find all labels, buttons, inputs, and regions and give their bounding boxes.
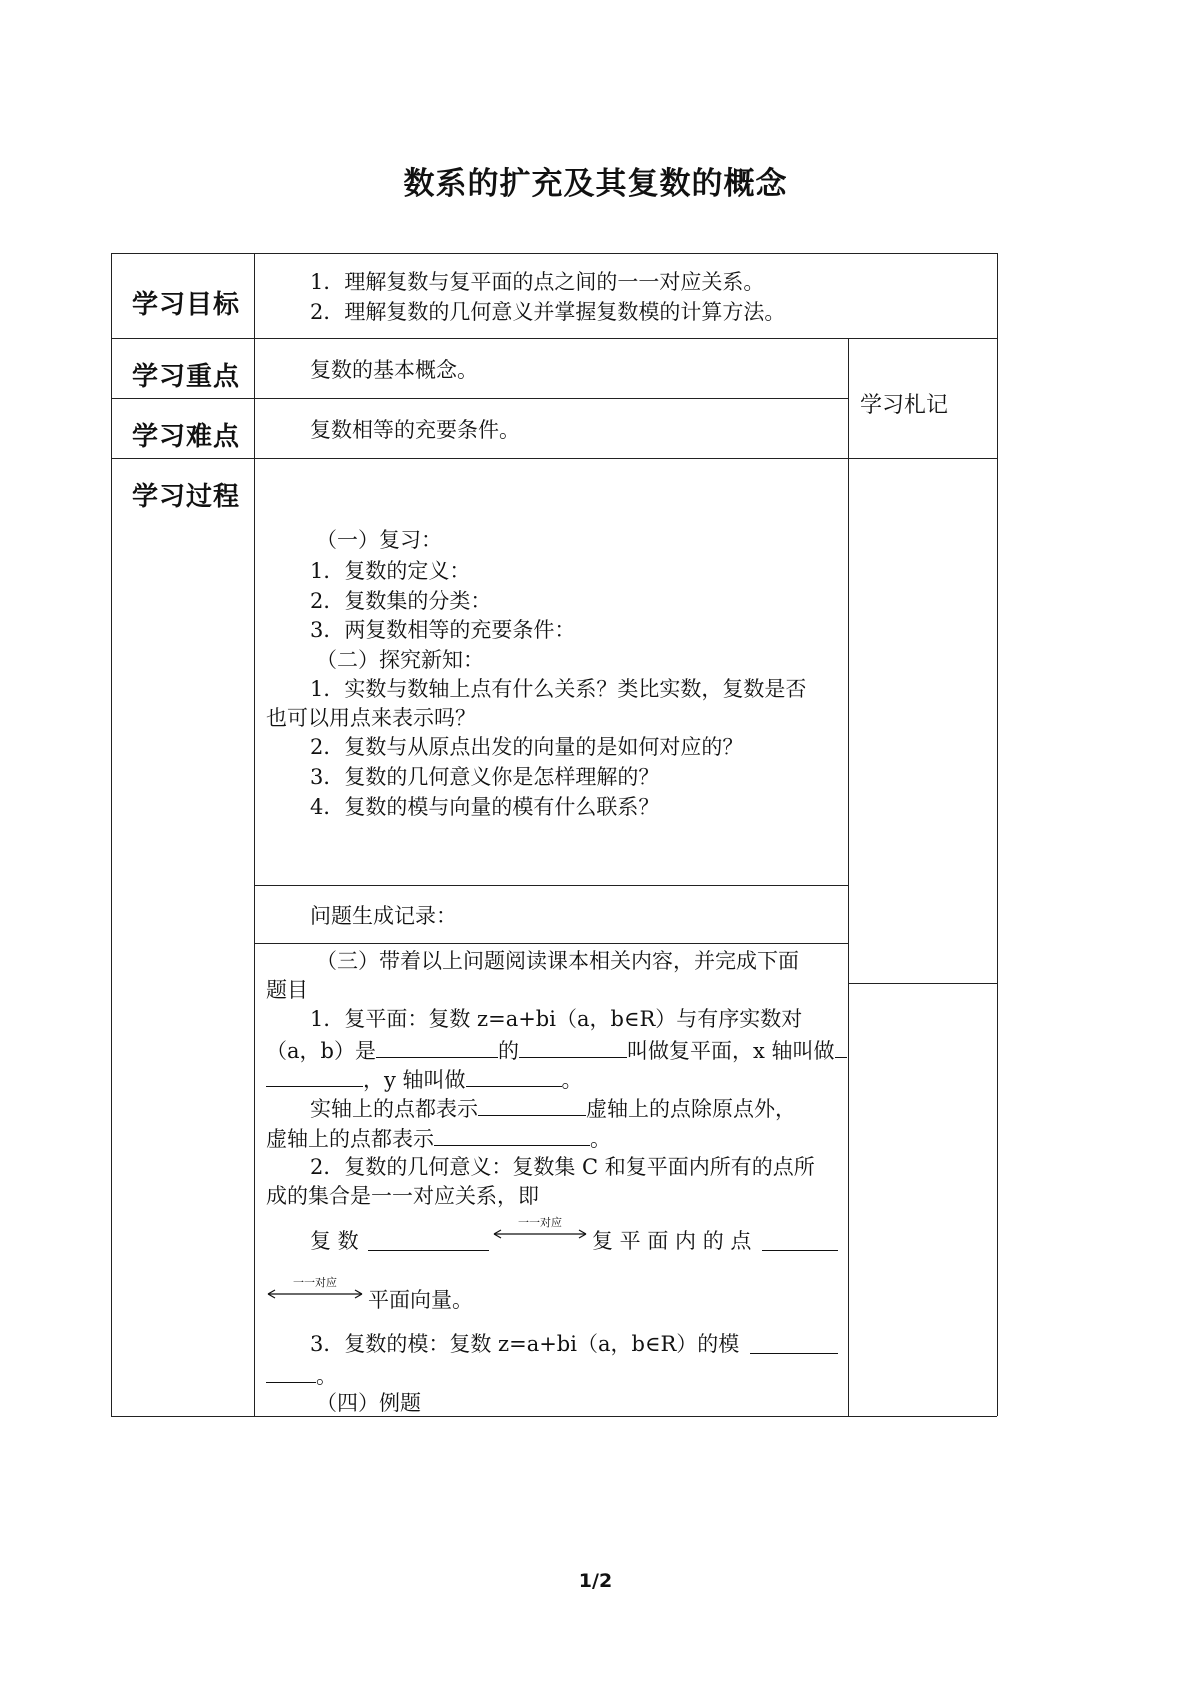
rule bbox=[111, 338, 997, 339]
key-point-text: 复数的基本概念。 bbox=[310, 358, 478, 382]
review-item: 1．复数的定义： bbox=[310, 559, 471, 583]
label-key-point: 学习重点 bbox=[132, 362, 241, 392]
label-notes: 学习札记 bbox=[860, 393, 949, 418]
rule bbox=[111, 1416, 997, 1417]
fill-blank[interactable] bbox=[762, 1232, 838, 1251]
rule bbox=[111, 398, 848, 399]
arrow-label: 一一对应 bbox=[518, 1216, 562, 1229]
reading-text-part: 虚轴上的点都表示 bbox=[266, 1127, 434, 1151]
reading-text bbox=[266, 1127, 611, 1150]
reading-text: 1．复平面：复数 z=a+bi（a，b∈R）与有序实数对 bbox=[310, 1007, 803, 1031]
explore-question: 2．复数与从原点出发的向量的是如何对应的？ bbox=[310, 735, 744, 759]
rule bbox=[254, 253, 255, 1416]
arrow-label: 一一对应 bbox=[293, 1276, 337, 1289]
reading-text-part: 。 bbox=[316, 1364, 337, 1388]
fill-blank[interactable] bbox=[266, 1068, 363, 1087]
review-heading: （一）复习： bbox=[316, 528, 442, 552]
reading-heading: （三）带着以上问题阅读课本相关内容，并完成下面 bbox=[316, 949, 799, 973]
reading-text-part: 。 bbox=[590, 1127, 611, 1151]
reading-text-part: ，y 轴叫做 bbox=[363, 1068, 466, 1092]
reading-text bbox=[266, 1068, 583, 1091]
reading-text-part: 。 bbox=[561, 1068, 583, 1092]
one-to-one-arrow bbox=[492, 1214, 588, 1240]
rule bbox=[254, 885, 848, 886]
map-point: 复 平 面 内 的 点 bbox=[592, 1229, 752, 1253]
reading-text-part: 虚轴上的点除原点外， bbox=[586, 1097, 796, 1121]
fill-blank[interactable] bbox=[434, 1127, 590, 1146]
page-number: 1/2 bbox=[578, 1570, 613, 1592]
rule bbox=[848, 983, 997, 984]
goal-item: 1．理解复数与复平面的点之间的一一对应关系。 bbox=[310, 270, 765, 294]
explore-question: 4．复数的模与向量的模有什么联系？ bbox=[310, 795, 660, 819]
double-arrow-icon bbox=[492, 1228, 588, 1240]
label-process: 学习过程 bbox=[132, 482, 241, 512]
question-record-label: 问题生成记录： bbox=[310, 904, 457, 928]
fill-blank[interactable] bbox=[466, 1068, 562, 1087]
reading-text-part: 的 bbox=[497, 1039, 519, 1063]
label-difficulty: 学习难点 bbox=[132, 422, 241, 452]
fill-blank[interactable] bbox=[750, 1335, 838, 1354]
reading-text bbox=[266, 1364, 337, 1387]
explore-question: 也可以用点来表示吗？ bbox=[266, 706, 476, 730]
reading-heading: 题目 bbox=[266, 978, 308, 1002]
fill-blank[interactable] bbox=[519, 1039, 627, 1058]
difficulty-text: 复数相等的充要条件。 bbox=[310, 418, 520, 442]
reading-text bbox=[310, 1097, 796, 1120]
reading-text-part: 实轴上的点都表示 bbox=[310, 1097, 478, 1121]
explore-heading: （二）探究新知： bbox=[316, 648, 484, 672]
fill-blank[interactable] bbox=[266, 1364, 316, 1383]
fill-blank[interactable] bbox=[376, 1039, 498, 1058]
reading-text: 成的集合是一一对应关系，即 bbox=[266, 1184, 539, 1208]
review-item: 3．两复数相等的充要条件： bbox=[310, 618, 576, 642]
map-vector: 平面向量。 bbox=[368, 1288, 473, 1312]
reading-text-part: （a，b）是 bbox=[266, 1039, 376, 1063]
fill-blank[interactable] bbox=[835, 1039, 847, 1058]
map-complex: 复 数 bbox=[310, 1229, 359, 1253]
rule bbox=[254, 943, 848, 944]
double-arrow-icon bbox=[266, 1288, 364, 1300]
rule bbox=[111, 458, 997, 459]
one-to-one-arrow bbox=[266, 1274, 364, 1300]
explore-question: 1．实数与数轴上点有什么关系？类比实数，复数是否 bbox=[310, 677, 807, 701]
review-item: 2．复数集的分类： bbox=[310, 589, 492, 613]
document-title: 数系的扩充及其复数的概念 bbox=[403, 166, 788, 202]
reading-text: 2．复数的几何意义：复数集 C 和复平面内所有的点所 bbox=[310, 1155, 815, 1179]
reading-text-part: 叫做复平面，x 轴叫做 bbox=[626, 1039, 835, 1063]
fill-blank[interactable] bbox=[478, 1097, 586, 1116]
example-heading: （四）例题 bbox=[316, 1391, 421, 1415]
reading-text bbox=[266, 1039, 847, 1062]
label-goal: 学习目标 bbox=[132, 290, 241, 320]
rule bbox=[111, 253, 997, 254]
rule bbox=[997, 253, 998, 1416]
goal-item: 2．理解复数的几何意义并掌握复数模的计算方法。 bbox=[310, 300, 786, 324]
reading-text: 3．复数的模：复数 z=a+bi（a，b∈R）的模 bbox=[310, 1332, 740, 1356]
rule bbox=[848, 338, 849, 1416]
fill-blank[interactable] bbox=[368, 1232, 489, 1251]
rule bbox=[111, 253, 112, 1416]
explore-question: 3．复数的几何意义你是怎样理解的？ bbox=[310, 765, 660, 789]
